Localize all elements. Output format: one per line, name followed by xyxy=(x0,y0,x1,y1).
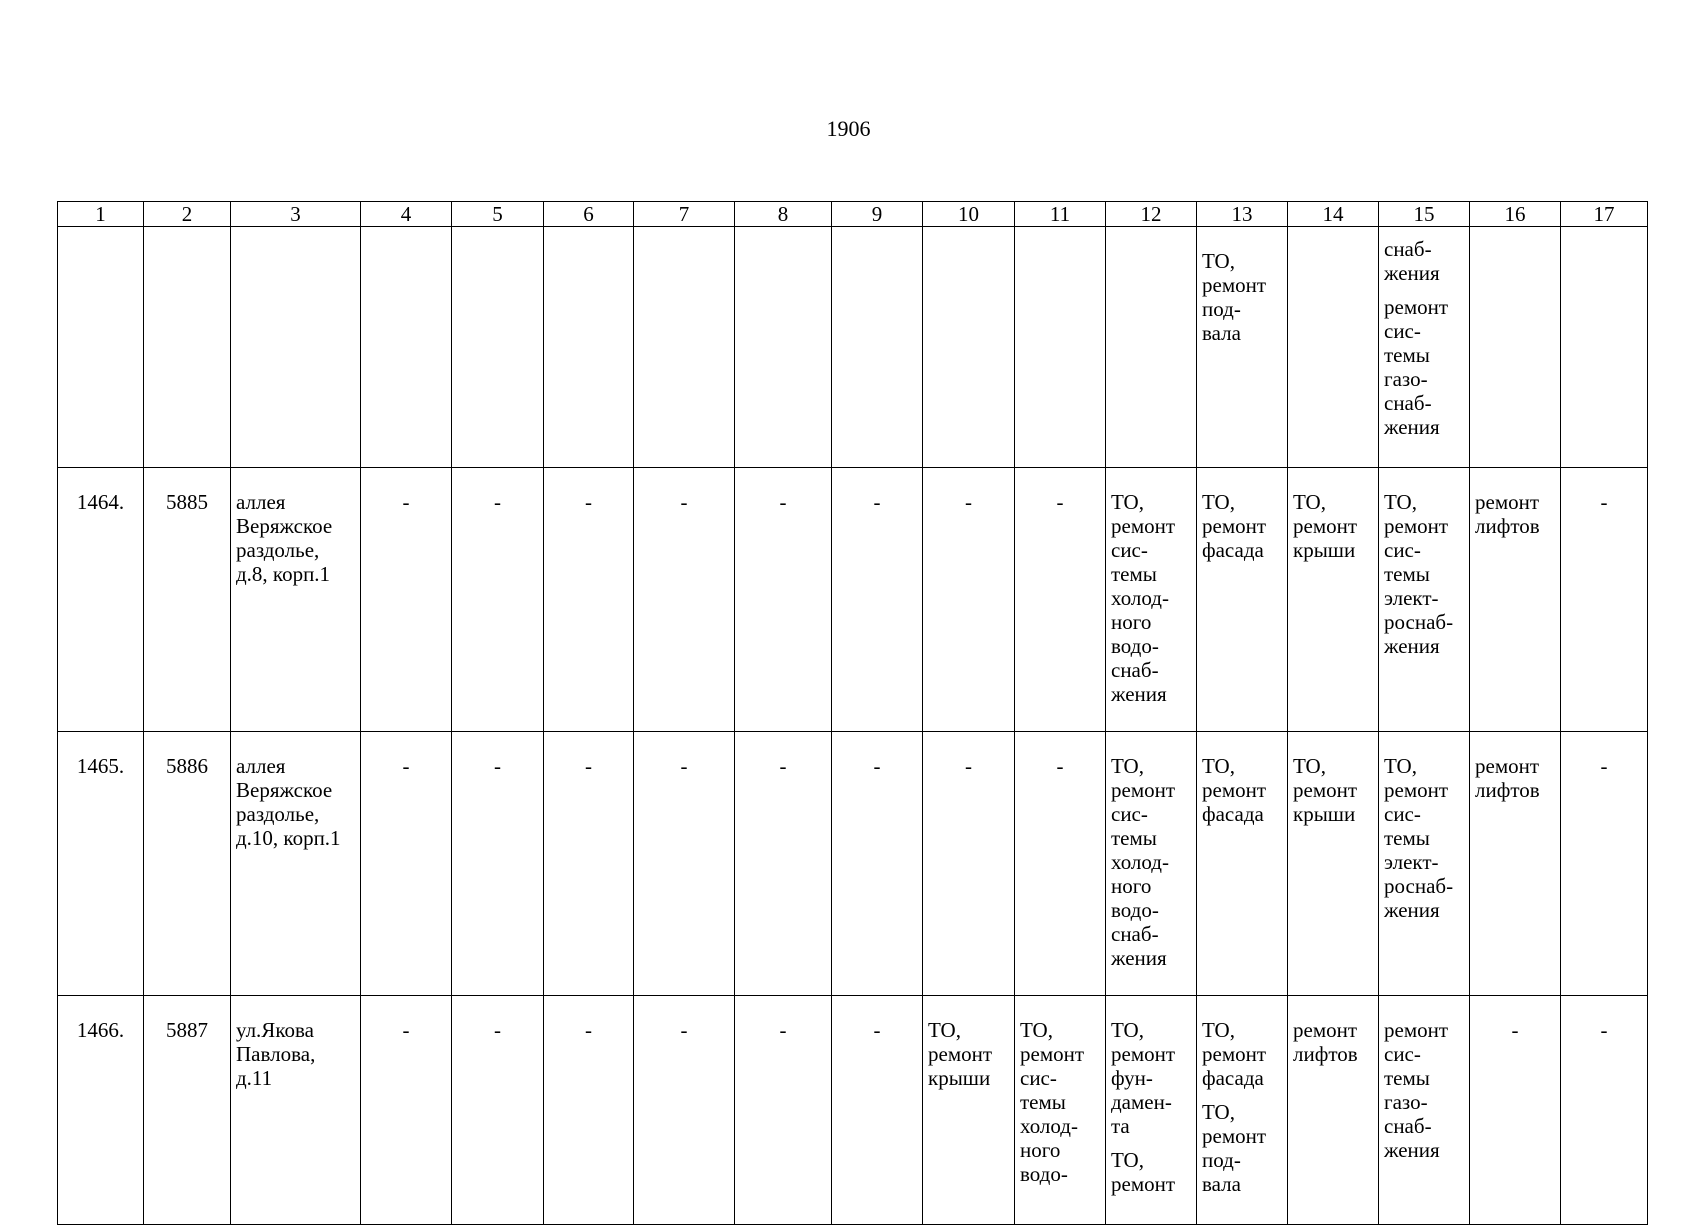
cell-line: ремонт xyxy=(1293,1018,1358,1042)
cell-work-13 xyxy=(1197,996,1288,1225)
cell-line: сис- xyxy=(1384,802,1421,826)
cell-dash: - xyxy=(361,468,452,732)
cell-line: ТО, xyxy=(1111,754,1144,778)
cell-work-15 xyxy=(1379,227,1470,468)
cell-line: д.10, корп.1 xyxy=(236,826,341,850)
cell-line: раздолье, xyxy=(236,802,320,826)
cell-line: ного xyxy=(1020,1138,1061,1162)
cell-dash: - xyxy=(1470,996,1561,1225)
header-cell: 16 xyxy=(1470,202,1561,227)
cell-line: жения xyxy=(1111,682,1167,706)
cell-line: жения xyxy=(1384,261,1440,285)
cell-work-11 xyxy=(1015,996,1106,1225)
header-cell: 4 xyxy=(361,202,452,227)
data-table xyxy=(57,201,1648,1225)
cell-empty xyxy=(231,227,361,468)
cell-work-15 xyxy=(1379,732,1470,996)
header-cell: 14 xyxy=(1288,202,1379,227)
cell-line: ремонт xyxy=(1475,754,1540,778)
cell-work-15 xyxy=(1379,996,1470,1225)
cell-line: ТО, xyxy=(1384,490,1417,514)
cell-line: снаб- xyxy=(1384,1114,1432,1138)
cell-line: ТО, xyxy=(928,1018,961,1042)
cell-line: ремонт xyxy=(1384,1018,1449,1042)
cell-work-14 xyxy=(1288,468,1379,732)
cell-work-12 xyxy=(1106,732,1197,996)
cell-line: ремонт xyxy=(1202,778,1267,802)
cell-line: элект- xyxy=(1384,850,1439,874)
cell-line: вала xyxy=(1202,321,1241,345)
header-cell: 12 xyxy=(1106,202,1197,227)
row-code: 5887 xyxy=(144,996,231,1225)
cell-empty xyxy=(923,227,1015,468)
table-row xyxy=(58,227,1648,468)
cell-empty xyxy=(832,227,923,468)
cell-line: фасада xyxy=(1202,1066,1264,1090)
cell-line: ного xyxy=(1111,610,1152,634)
header-cell: 5 xyxy=(452,202,544,227)
cell-line: крыши xyxy=(1293,802,1356,826)
cell-dash: - xyxy=(1015,468,1106,732)
cell-work-14 xyxy=(1288,732,1379,996)
cell-empty xyxy=(361,227,452,468)
cell-line: вала xyxy=(1202,1172,1241,1196)
cell-line: аллея xyxy=(236,490,286,514)
cell-line: ТО, xyxy=(1202,249,1235,273)
cell-line: крыши xyxy=(928,1066,991,1090)
cell-line: ремонт xyxy=(1293,778,1358,802)
cell-dash: - xyxy=(634,996,735,1225)
cell-dash: - xyxy=(832,996,923,1225)
cell-line: ремонт xyxy=(1202,514,1267,538)
cell-line: д.11 xyxy=(236,1066,273,1090)
cell-dash: - xyxy=(544,468,634,732)
cell-work-13 xyxy=(1197,468,1288,732)
cell-line: ТО, xyxy=(1111,1148,1144,1172)
cell-line: под- xyxy=(1202,1148,1241,1172)
cell-dash: - xyxy=(634,468,735,732)
cell-line: жения xyxy=(1384,415,1440,439)
cell-dash: - xyxy=(735,732,832,996)
cell-line: темы xyxy=(1384,1066,1430,1090)
cell-line: ремонт xyxy=(1202,1042,1267,1066)
cell-dash: - xyxy=(634,732,735,996)
header-cell: 10 xyxy=(923,202,1015,227)
cell-line: ремонт xyxy=(1111,514,1176,538)
cell-line: снаб- xyxy=(1384,237,1432,261)
header-cell: 11 xyxy=(1015,202,1106,227)
cell-line: ТО, xyxy=(1202,754,1235,778)
cell-line: холод- xyxy=(1020,1114,1078,1138)
cell-line: ТО, xyxy=(1293,490,1326,514)
cell-line: Веряжское xyxy=(236,514,333,538)
header-cell: 9 xyxy=(832,202,923,227)
cell-line: сис- xyxy=(1384,319,1421,343)
cell-empty xyxy=(1470,227,1561,468)
row-address xyxy=(231,732,361,996)
cell-line: ТО, xyxy=(1111,490,1144,514)
cell-empty xyxy=(58,227,144,468)
cell-line: ТО, xyxy=(1202,1100,1235,1124)
cell-empty xyxy=(735,227,832,468)
header-cell: 8 xyxy=(735,202,832,227)
row-address xyxy=(231,468,361,732)
cell-line: аллея xyxy=(236,754,286,778)
cell-line: сис- xyxy=(1384,1042,1421,1066)
cell-line: ремонт xyxy=(1111,778,1176,802)
cell-line: жения xyxy=(1384,898,1440,922)
cell-line: Павлова, xyxy=(236,1042,316,1066)
cell-dash: - xyxy=(1015,732,1106,996)
cell-line: ремонт xyxy=(1202,1124,1267,1148)
cell-dash: - xyxy=(1561,996,1648,1225)
cell-work-13 xyxy=(1197,732,1288,996)
table-row xyxy=(58,996,1648,1225)
cell-line: фун- xyxy=(1111,1066,1153,1090)
row-address xyxy=(231,996,361,1225)
cell-line: ремонт xyxy=(1384,514,1449,538)
cell-line: жения xyxy=(1384,1138,1440,1162)
cell-dash: - xyxy=(832,468,923,732)
cell-dash: - xyxy=(361,996,452,1225)
cell-dash: - xyxy=(452,996,544,1225)
cell-line: жения xyxy=(1111,946,1167,970)
cell-line: сис- xyxy=(1111,802,1148,826)
cell-empty xyxy=(1561,227,1648,468)
cell-dash: - xyxy=(1561,732,1648,996)
header-cell: 7 xyxy=(634,202,735,227)
row-code: 5885 xyxy=(144,468,231,732)
cell-dash: - xyxy=(923,732,1015,996)
cell-line: водо- xyxy=(1111,898,1159,922)
cell-line: фасада xyxy=(1202,802,1264,826)
cell-line: ремонт xyxy=(1293,514,1358,538)
cell-line: сис- xyxy=(1020,1066,1057,1090)
cell-work-12 xyxy=(1106,468,1197,732)
cell-empty xyxy=(452,227,544,468)
cell-empty xyxy=(1288,227,1379,468)
cell-work-14 xyxy=(1288,996,1379,1225)
cell-work-12 xyxy=(1106,996,1197,1225)
header-cell: 1 xyxy=(58,202,144,227)
cell-line: лифтов xyxy=(1475,778,1540,802)
cell-dash: - xyxy=(452,732,544,996)
cell-line: снаб- xyxy=(1111,658,1159,682)
cell-work-16 xyxy=(1470,468,1561,732)
cell-line: крыши xyxy=(1293,538,1356,562)
cell-line: лифтов xyxy=(1475,514,1540,538)
table-row xyxy=(58,732,1648,996)
table-row xyxy=(58,468,1648,732)
cell-empty xyxy=(1106,227,1197,468)
cell-line: ремонт xyxy=(1111,1172,1176,1196)
cell-line: ул.Якова xyxy=(236,1018,314,1042)
cell-dash: - xyxy=(544,996,634,1225)
cell-line: ТО, xyxy=(1384,754,1417,778)
cell-line: ного xyxy=(1111,874,1152,898)
cell-line: темы xyxy=(1384,562,1430,586)
cell-dash: - xyxy=(923,468,1015,732)
cell-dash: - xyxy=(832,732,923,996)
cell-line: водо- xyxy=(1111,634,1159,658)
cell-line: темы xyxy=(1111,826,1157,850)
header-cell: 2 xyxy=(144,202,231,227)
cell-line: роснаб- xyxy=(1384,610,1454,634)
cell-line: лифтов xyxy=(1293,1042,1358,1066)
cell-empty xyxy=(144,227,231,468)
cell-dash: - xyxy=(361,732,452,996)
cell-dash: - xyxy=(544,732,634,996)
cell-line: ТО, xyxy=(1111,1018,1144,1042)
cell-line: темы xyxy=(1020,1090,1066,1114)
cell-line: снаб- xyxy=(1111,922,1159,946)
cell-line: ремонт xyxy=(928,1042,993,1066)
cell-line: роснаб- xyxy=(1384,874,1454,898)
cell-empty xyxy=(634,227,735,468)
cell-line: ТО, xyxy=(1202,490,1235,514)
cell-line: раздолье, xyxy=(236,538,320,562)
cell-work-13 xyxy=(1197,227,1288,468)
cell-line: ремонт xyxy=(1384,778,1449,802)
row-number: 1465. xyxy=(58,732,144,996)
row-number: 1466. xyxy=(58,996,144,1225)
cell-line: водо- xyxy=(1020,1162,1068,1186)
cell-line: темы xyxy=(1111,562,1157,586)
cell-line: фасада xyxy=(1202,538,1264,562)
cell-line: д.8, корп.1 xyxy=(236,562,331,586)
cell-line: ремонт xyxy=(1384,295,1449,319)
page-number: 1906 xyxy=(826,116,871,141)
cell-line: та xyxy=(1111,1114,1130,1138)
row-code: 5886 xyxy=(144,732,231,996)
cell-line: ремонт xyxy=(1475,490,1540,514)
cell-empty xyxy=(544,227,634,468)
cell-work-10 xyxy=(923,996,1015,1225)
cell-line: газо- xyxy=(1384,1090,1428,1114)
header-cell: 15 xyxy=(1379,202,1470,227)
cell-work-15 xyxy=(1379,468,1470,732)
cell-dash: - xyxy=(735,468,832,732)
header-cell: 17 xyxy=(1561,202,1648,227)
cell-line: газо- xyxy=(1384,367,1428,391)
cell-line: элект- xyxy=(1384,586,1439,610)
cell-dash: - xyxy=(1561,468,1648,732)
cell-line: холод- xyxy=(1111,586,1169,610)
cell-work-16 xyxy=(1470,732,1561,996)
cell-line: темы xyxy=(1384,826,1430,850)
cell-line: сис- xyxy=(1111,538,1148,562)
cell-line: под- xyxy=(1202,297,1241,321)
cell-dash: - xyxy=(452,468,544,732)
header-cell: 13 xyxy=(1197,202,1288,227)
cell-line: дамен- xyxy=(1111,1090,1172,1114)
cell-empty xyxy=(1015,227,1106,468)
header-cell: 3 xyxy=(231,202,361,227)
cell-line: ТО, xyxy=(1293,754,1326,778)
header-row xyxy=(58,202,1648,227)
cell-line: ремонт xyxy=(1020,1042,1085,1066)
cell-line: снаб- xyxy=(1384,391,1432,415)
cell-line: ремонт xyxy=(1111,1042,1176,1066)
cell-line: ТО, xyxy=(1202,1018,1235,1042)
cell-line: темы xyxy=(1384,343,1430,367)
cell-line: сис- xyxy=(1384,538,1421,562)
row-number: 1464. xyxy=(58,468,144,732)
cell-line: ремонт xyxy=(1202,273,1267,297)
cell-line: холод- xyxy=(1111,850,1169,874)
cell-line: ТО, xyxy=(1020,1018,1053,1042)
cell-dash: - xyxy=(735,996,832,1225)
cell-line: Веряжское xyxy=(236,778,333,802)
header-cell: 6 xyxy=(544,202,634,227)
cell-line: жения xyxy=(1384,634,1440,658)
